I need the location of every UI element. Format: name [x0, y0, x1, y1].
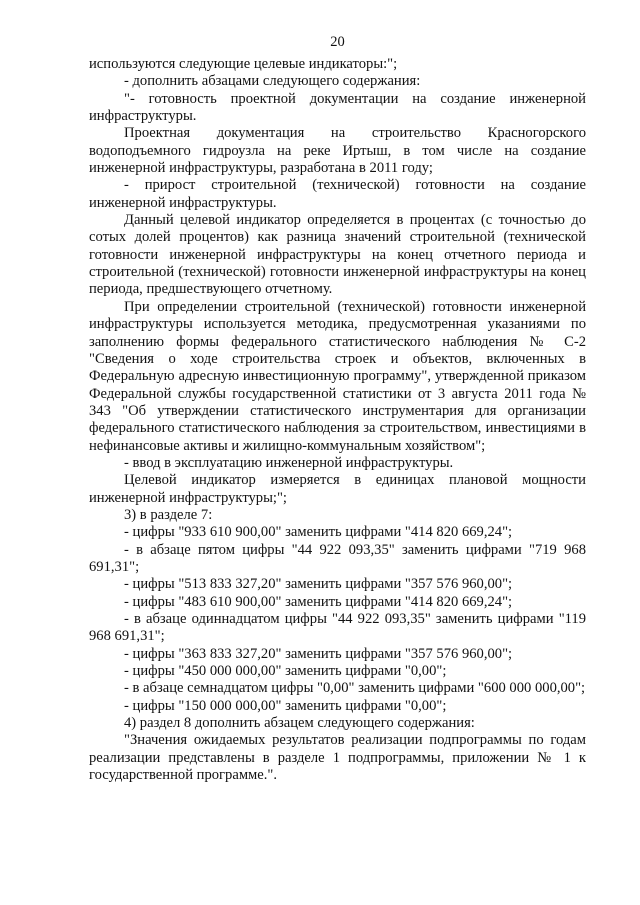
- paragraph: - цифры "450 000 000,00" заменить цифрами "0,00";: [124, 663, 447, 680]
- paragraph: используются следующие целевые индикаторы:";: [89, 56, 398, 72]
- page-number: 20: [330, 34, 345, 50]
- paragraph: - цифры "933 610 900,00" заменить цифрами "414 820 669,24";: [124, 524, 513, 541]
- paragraph: - дополнить абзацами следующего содержания:: [124, 73, 421, 90]
- paragraph: - цифры "363 833 327,20" заменить цифрами "357 576 960,00";: [124, 645, 513, 662]
- paragraph: Проектная документация на строительство Красногорского водоподъемного гидроузла на реке Иртыш, в том числе на создание инженерной инфраструктуры, разработана в 2011 году;: [89, 125, 586, 177]
- paragraph: "- готовность проектной документации на создание инженерной инфраструктуры.: [89, 90, 586, 125]
- paragraph: Данный целевой индикатор определяется в процентах (с точностью до сотых долей процентов) как разница значений строительной (технической готовности инженерной инфраструктуры на конец отчетного периода и строительной (технической) готовности инженерной инфраструктуры на конец периода, предшествующего отчетному.: [89, 212, 586, 298]
- paragraph: - цифры "150 000 000,00" заменить цифрами "0,00";: [124, 697, 447, 714]
- paragraph: Целевой индикатор измеряется в единицах плановой мощности инженерной инфраструктуры;";: [89, 472, 586, 506]
- paragraph: - ввод в эксплуатацию инженерной инфраструктуры.: [124, 454, 454, 471]
- paragraph: - в абзаце семнадцатом цифры "0,00" заменить цифрами "600 000 000,00";: [124, 680, 586, 697]
- document-body: [89, 56, 586, 784]
- paragraph: - цифры "483 610 900,00" заменить цифрами "414 820 669,24";: [124, 593, 513, 610]
- paragraph: 3) в разделе 7:: [124, 506, 213, 523]
- paragraph: 4) раздел 8 дополнить абзацем следующего содержания:: [124, 715, 475, 732]
- paragraph: - прирост строительной (технической) готовности на создание инженерной инфраструктуры.: [89, 177, 586, 211]
- paragraph: - в абзаце пятом цифры "44 922 093,35" заменить цифрами "719 968 691,31";: [89, 541, 586, 575]
- paragraph: При определении строительной (технической) готовности инженерной инфраструктуры используется методика, предусмотренная указаниями по заполнению формы федерального статистического наблюдения № С-2 "Сведения о ходе строительства строек и объектов, включенных в Федеральную адресную инвестиционную программу", утвержденной приказом Федеральной службы государственной статистики от 3 августа 2011 года № 343 "Об утверждении статистического инструментария для организации федерального статистического наблюдения за строительством, инвестициями в нефинансовые активы и жилищно-коммунальным хозяйством";: [89, 298, 586, 454]
- paragraph: - в абзаце одиннадцатом цифры "44 922 093,35" заменить цифрами "119 968 691,31";: [89, 611, 586, 645]
- paragraph: "Значения ожидаемых результатов реализации подпрограммы по годам реализации представлены в разделе 1 подпрограммы, приложении № 1 к государственной программе.".: [89, 732, 586, 784]
- paragraph: - цифры "513 833 327,20" заменить цифрами "357 576 960,00";: [124, 576, 513, 593]
